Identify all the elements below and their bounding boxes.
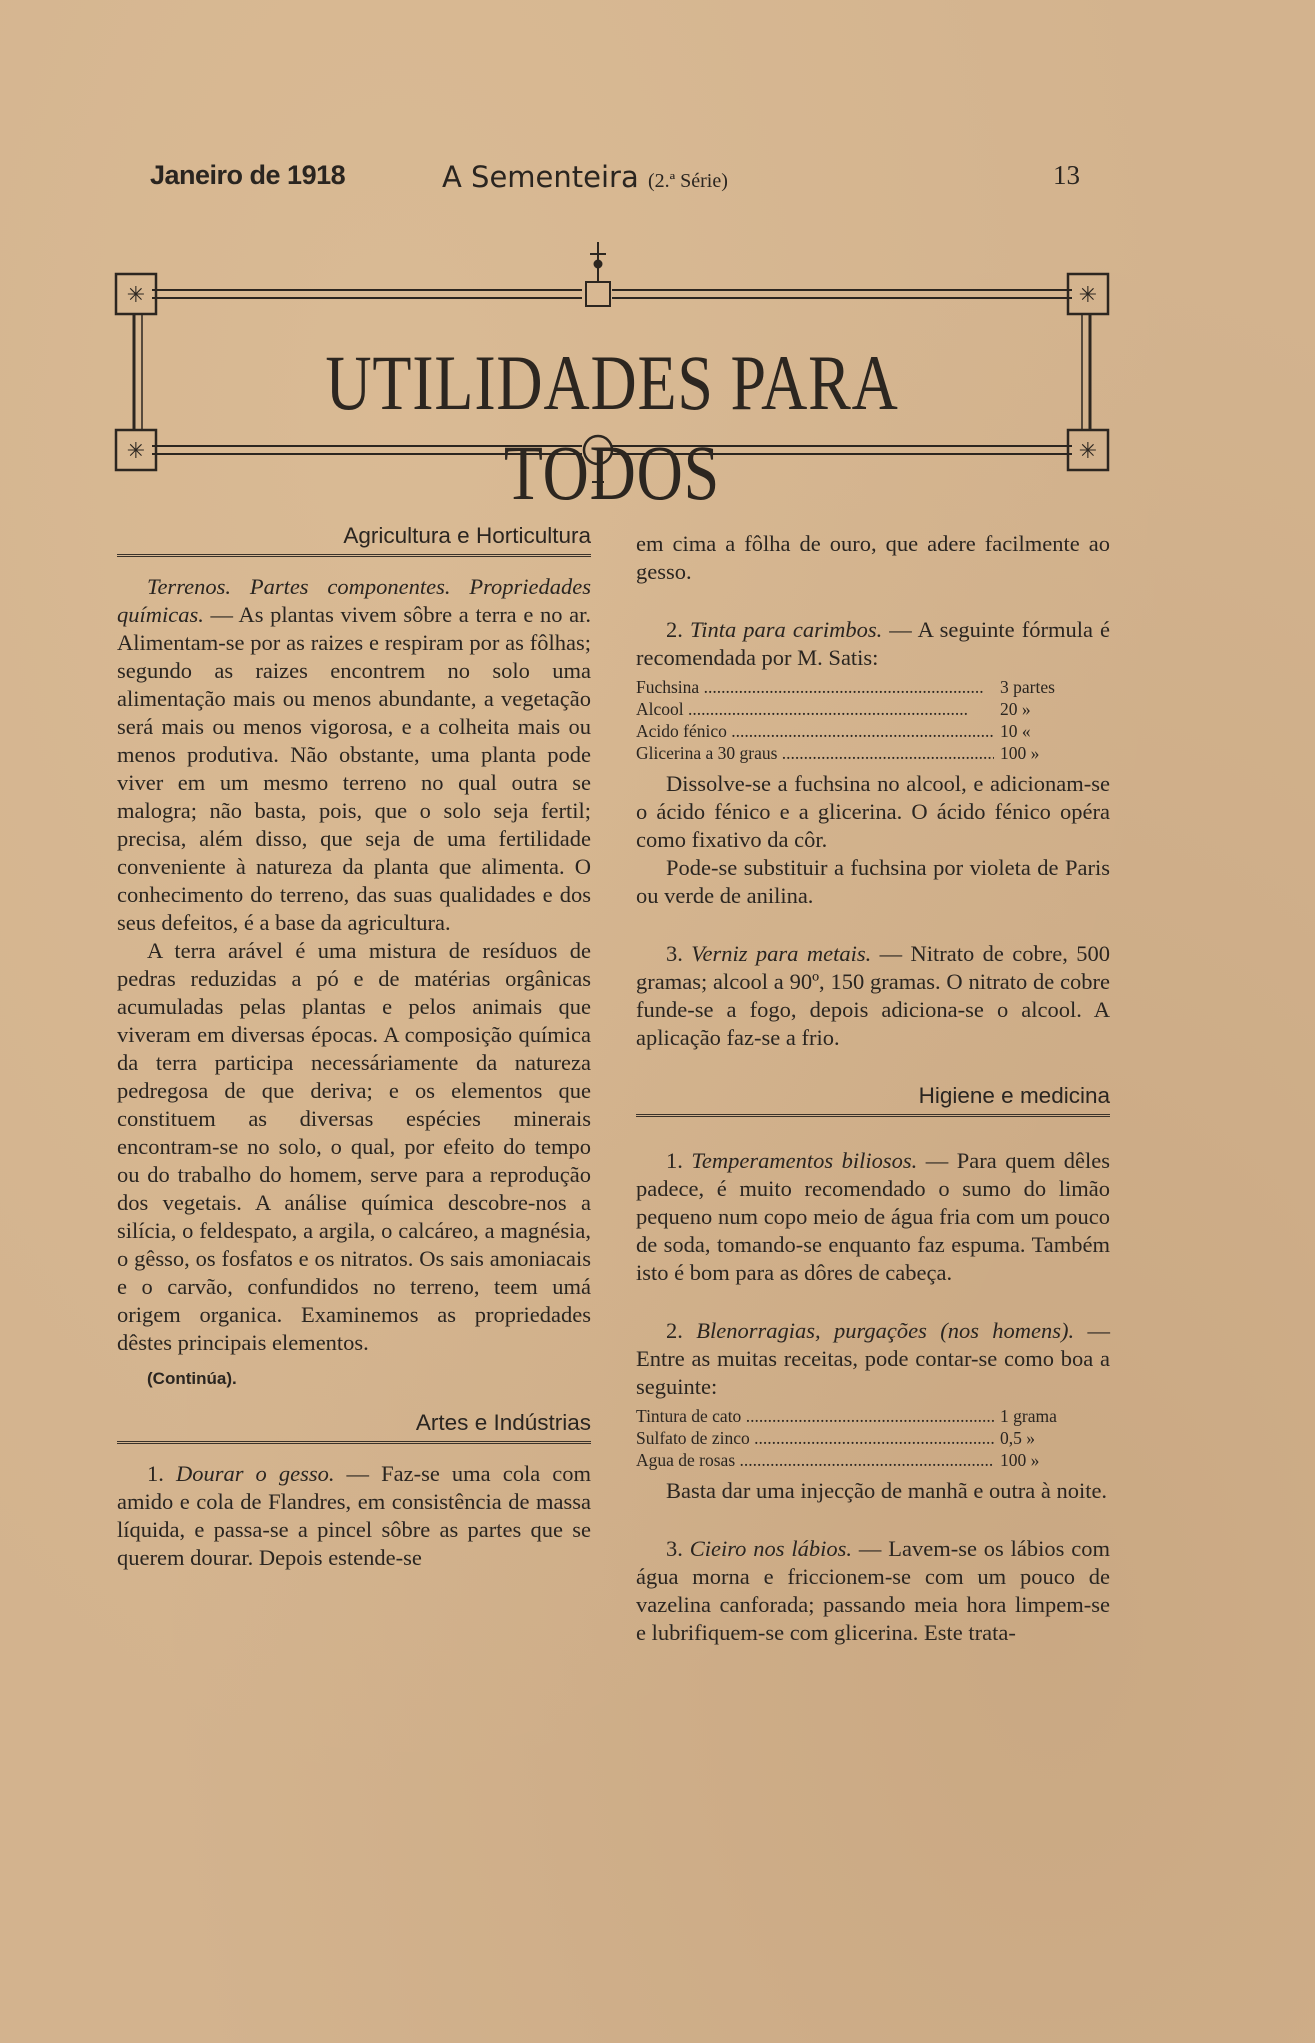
- svg-text:✳: ✳: [126, 439, 146, 464]
- recipe-ingredient: Tintura de cato .....: [636, 1405, 994, 1427]
- agriculture-paragraph-2: A terra arável é uma mistura de resíduos de pedras reduzidas a pó e de matérias orgânicas acumuladas pelas plantas e pelos animais que viveram em diversas épocas. A composição química da terra participa necessáriamente da natureza pedregosa de que deriva; e os elementos que constituem as diversas espécies minerais encontram-se no solo, o qual, por efeito do tempo ou do trabalho do homem, serve para a reprodução dos vegetais. A análise química descobre-nos a silícia, o feldespato, a argila, o calcáreo, a magnésia, o gêsso, os fosfatos e os nitratos. Os sais amoniacais e o carvão, confundidos no terreno, teem umá origem organica. Examinemos as propriedades dêstes principais elementos.: [117, 938, 591, 1355]
- recipe-row: [636, 676, 1110, 698]
- journal-title: [442, 160, 728, 194]
- arts-item-1: [117, 1460, 591, 1572]
- journal-series: (2.ª Série): [647, 170, 728, 192]
- health-item-2-title: Blenorragias, purgações (nos homens).: [696, 1318, 1075, 1343]
- section-heading-agriculture: Agricultura e Horticultura: [117, 522, 591, 557]
- left-column: [117, 522, 591, 1572]
- svg-text:✳: ✳: [1078, 439, 1098, 464]
- arts-item-2-instructions: Dissolve-se a fuchsina no alcool, e adicionam-se o ácido fénico e a glicerina. O ácido fénico opéra como fixativo da côr.: [636, 771, 1110, 852]
- recipe-ingredient: Acido fénico .....: [636, 720, 994, 742]
- recipe-row: [636, 742, 1110, 764]
- recipe-amount: 10 «: [1000, 721, 1031, 741]
- continued-note: (Continúa).: [147, 1369, 237, 1388]
- running-head: [150, 160, 1080, 200]
- section-heading-health: Higiene e medicina: [636, 1082, 1110, 1117]
- health-item-3-text: — Lavem-se os lábios com água morna e friccionem-se com um pouco de vazelina canforada; passando meia hora limpem-se e lubrifiquem-se com glicerina. Este trata-: [636, 1536, 1110, 1645]
- recipe-amount: 0,5 »: [1000, 1428, 1035, 1448]
- recipe-ingredient: Glicerina a 30 graus .....: [636, 742, 994, 764]
- recipe-ingredient: Alcool .....: [636, 698, 994, 720]
- title-banner: [112, 238, 1112, 516]
- recipe-ingredient: Agua de rosas .....: [636, 1449, 994, 1471]
- health-item-2-text: — Entre as muitas receitas, pode contar-se como boa a seguinte:: [636, 1318, 1111, 1399]
- arts-item-2-title: Tinta para carimbos.: [689, 617, 883, 642]
- recipe-ingredient: Sulfato de zinco .....: [636, 1427, 994, 1449]
- arts-item-2-note: Pode-se substituir a fuchsina por violeta de Paris ou verde de anilina.: [636, 855, 1110, 908]
- health-item-3-title: Cieiro nos lábios.: [689, 1536, 853, 1561]
- recipe-row: [636, 1427, 1110, 1449]
- recipe-row: [636, 1405, 1110, 1427]
- health-item-1-text: — Para quem dêles padece, é muito recomendado o sumo do limão pequeno num copo meio de água fria com um pouco de soda, tomando-se enquanto faz espuma. Também isto é bom para as dôres de cabeça.: [636, 1148, 1111, 1285]
- section-heading-arts: Artes e Indústrias: [117, 1409, 591, 1444]
- agriculture-text-1: — As plantas vivem sôbre a terra e no ar. Alimentam-se por as raizes e respiram por as fôlhas; segundo as raizes encontrem no solo uma alimentação mais ou menos abundante, a vegetação será mais ou menos vigorosa, e a colheita mais ou menos produtiva. Não obstante, uma planta pode viver em um mesmo terreno no qual outra se malogra; não basta, pois, que o solo seja fertil; precisa, além disso, que seja de uma fertilidade conveniente à natureza da planta que alimenta. O conhecimento do terreno, das suas qualidades e dos seus defeitos, é a base da agricultura.: [117, 602, 591, 935]
- recipe-amount: 1 grama: [1000, 1406, 1057, 1426]
- arts-item-2-text: — A seguinte fórmula é recomendada por M. Satis:: [636, 617, 1110, 670]
- recipe-ink: [636, 676, 1110, 764]
- issue-date: Janeiro de 1918: [150, 160, 346, 190]
- agriculture-title: Terrenos. Partes componentes. Propriedades químicas.: [117, 574, 591, 627]
- recipe-row: [636, 1449, 1110, 1471]
- health-item-1-number: 1.: [666, 1148, 692, 1173]
- health-item-3: [636, 1535, 1110, 1647]
- arts-item-1-continued: em cima a fôlha de ouro, que adere facilmente ao gesso.: [636, 531, 1110, 584]
- page-number: 13: [1053, 160, 1080, 190]
- arts-item-2: [636, 616, 1110, 672]
- health-item-3-number: 3.: [666, 1536, 690, 1561]
- svg-text:✳: ✳: [126, 283, 146, 308]
- journal-name: A Sementeira: [442, 160, 639, 194]
- arts-item-1-title: Dourar o gesso.: [175, 1461, 335, 1486]
- banner-title: UTILIDADES PARA TODOS: [325, 339, 899, 516]
- health-item-1-title: Temperamentos biliosos.: [691, 1148, 918, 1173]
- recipe-row: [636, 698, 1110, 720]
- recipe-amount: 100 »: [1000, 1450, 1040, 1470]
- arts-item-2-number: 2.: [666, 617, 690, 642]
- health-item-1: [636, 1147, 1110, 1287]
- recipe-row: [636, 720, 1110, 742]
- arts-item-3-number: 3.: [666, 941, 692, 966]
- health-item-2: [636, 1317, 1110, 1401]
- arts-item-3-text: — Nitrato de cobre, 500 gramas; alcool a 90º, 150 gramas. O nitrato de cobre funde-se a fogo, depois adiciona-se o alcool. A aplicação faz-se a frio.: [636, 941, 1111, 1050]
- recipe-amount: 3 partes: [1000, 677, 1055, 697]
- svg-text:✳: ✳: [1078, 283, 1098, 308]
- arts-item-3-title: Verniz para metais.: [691, 941, 872, 966]
- recipe-ingredient: Fuchsina .....: [636, 676, 994, 698]
- right-column: [636, 530, 1110, 1647]
- recipe-amount: 100 »: [1000, 743, 1040, 763]
- arts-item-3: [636, 940, 1110, 1052]
- recipe-remedy: [636, 1405, 1110, 1471]
- arts-item-1-number: 1.: [147, 1461, 176, 1486]
- recipe-amount: 20 »: [1000, 699, 1031, 719]
- agriculture-paragraph-1: [117, 573, 591, 937]
- arts-item-1-text: — Faz-se uma cola com amido e cola de Flandres, em consistência de massa líquida, e passa-se a pincel sôbre as partes que se querem dourar. Depois estende-se: [117, 1461, 592, 1570]
- health-item-2-number: 2.: [666, 1318, 697, 1343]
- health-item-2-instructions: Basta dar uma injecção de manhã e outra à noite.: [666, 1478, 1108, 1503]
